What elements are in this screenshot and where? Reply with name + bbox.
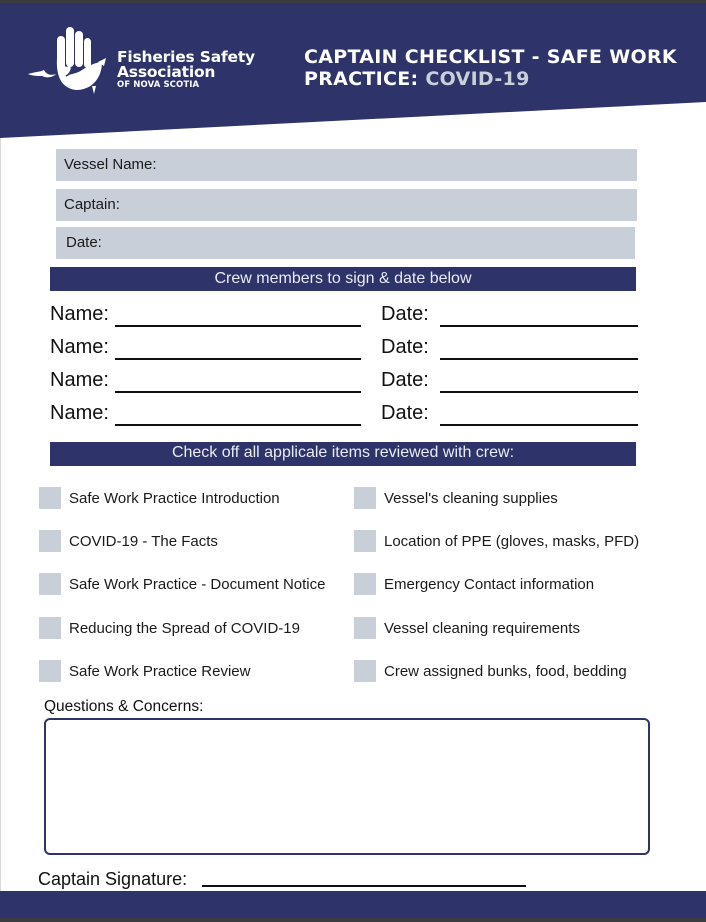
title-line2 (304, 68, 677, 90)
checklist-banner: Check off all applicale items reviewed with crew: (50, 442, 636, 466)
checklist-item[interactable] (39, 572, 325, 596)
org-name (117, 50, 255, 91)
checklist-item[interactable] (354, 486, 558, 510)
checkbox[interactable] (39, 573, 61, 595)
checklist-item-label: Reducing the Spread of COVID-19 (69, 619, 300, 637)
crew-date-label: Date: (381, 336, 429, 358)
crew-name-line[interactable] (115, 391, 361, 393)
checkbox[interactable] (39, 487, 61, 509)
org-name-line2: Association (117, 63, 216, 81)
checklist-item-label: Safe Work Practice - Document Notice (69, 575, 326, 593)
checkbox[interactable] (354, 617, 376, 639)
crew-name-label: Name: (50, 369, 109, 391)
checkbox[interactable] (39, 530, 61, 552)
checklist-item[interactable] (39, 486, 280, 510)
crew-name-label: Name: (50, 402, 109, 424)
captain-field[interactable]: Captain: (56, 189, 637, 221)
checklist-item[interactable] (39, 659, 250, 683)
checklist-item[interactable] (354, 529, 639, 553)
crew-row (50, 402, 640, 430)
crew-date-line[interactable] (440, 391, 638, 393)
title-line1: CAPTAIN CHECKLIST - SAFE WORK (304, 46, 677, 68)
crew-name-label: Name: (50, 303, 109, 325)
crew-row (50, 303, 640, 331)
captain-signature-label: Captain Signature: (38, 869, 188, 889)
checklist-item[interactable] (39, 529, 218, 553)
crew-name-line[interactable] (115, 358, 361, 360)
crew-date-label: Date: (381, 369, 429, 391)
checklist-item-label: Crew assigned bunks, food, bedding (384, 662, 627, 680)
checklist-item[interactable] (39, 616, 300, 640)
org-name-line1: Fisheries Safety (117, 48, 255, 66)
crew-row (50, 369, 640, 397)
crew-name-line[interactable] (115, 424, 361, 426)
checkbox[interactable] (39, 660, 61, 682)
checklist-item-label: Emergency Contact information (384, 575, 595, 593)
crew-row (50, 336, 640, 364)
vessel-name-field[interactable]: Vessel Name: (56, 149, 637, 181)
title-prefix: PRACTICE: (304, 68, 426, 90)
crew-name-line[interactable] (115, 325, 361, 327)
checklist-item-label: Safe Work Practice Review (69, 662, 251, 680)
checkbox[interactable] (354, 573, 376, 595)
crew-name-label: Name: (50, 336, 109, 358)
hand-fish-logo-icon (26, 22, 110, 96)
questions-textarea[interactable] (44, 718, 650, 855)
checklist-item-label: Location of PPE (gloves, masks, PFD) (384, 532, 640, 550)
page-edge (0, 138, 1, 891)
crew-date-line[interactable] (440, 424, 638, 426)
crew-date-line[interactable] (440, 325, 638, 327)
footer-bar (0, 891, 706, 918)
checkbox[interactable] (39, 617, 61, 639)
checklist-item[interactable] (354, 659, 627, 683)
checkbox[interactable] (354, 530, 376, 552)
questions-label: Questions & Concerns: (44, 698, 204, 715)
checkbox[interactable] (354, 660, 376, 682)
checkbox[interactable] (354, 487, 376, 509)
checklist-item[interactable] (354, 616, 580, 640)
crew-date-line[interactable] (440, 358, 638, 360)
crew-date-label: Date: (381, 402, 429, 424)
captain-signature-line[interactable] (202, 885, 526, 887)
checklist-item-label: Vessel's cleaning supplies (384, 489, 558, 507)
title-accent: COVID-19 (425, 68, 530, 90)
checklist-item-label: COVID-19 - The Facts (69, 532, 218, 550)
bottom-border (0, 918, 706, 922)
org-name-line3: OF NOVA SCOTIA (117, 80, 200, 90)
checklist-item-label: Vessel cleaning requirements (384, 619, 580, 637)
crew-date-label: Date: (381, 303, 429, 325)
date-field[interactable]: Date: (56, 227, 635, 259)
page-title (304, 46, 677, 90)
checklist-item[interactable] (354, 572, 594, 596)
crew-banner: Crew members to sign & date below (50, 267, 636, 291)
checklist-item-label: Safe Work Practice Introduction (69, 489, 280, 507)
